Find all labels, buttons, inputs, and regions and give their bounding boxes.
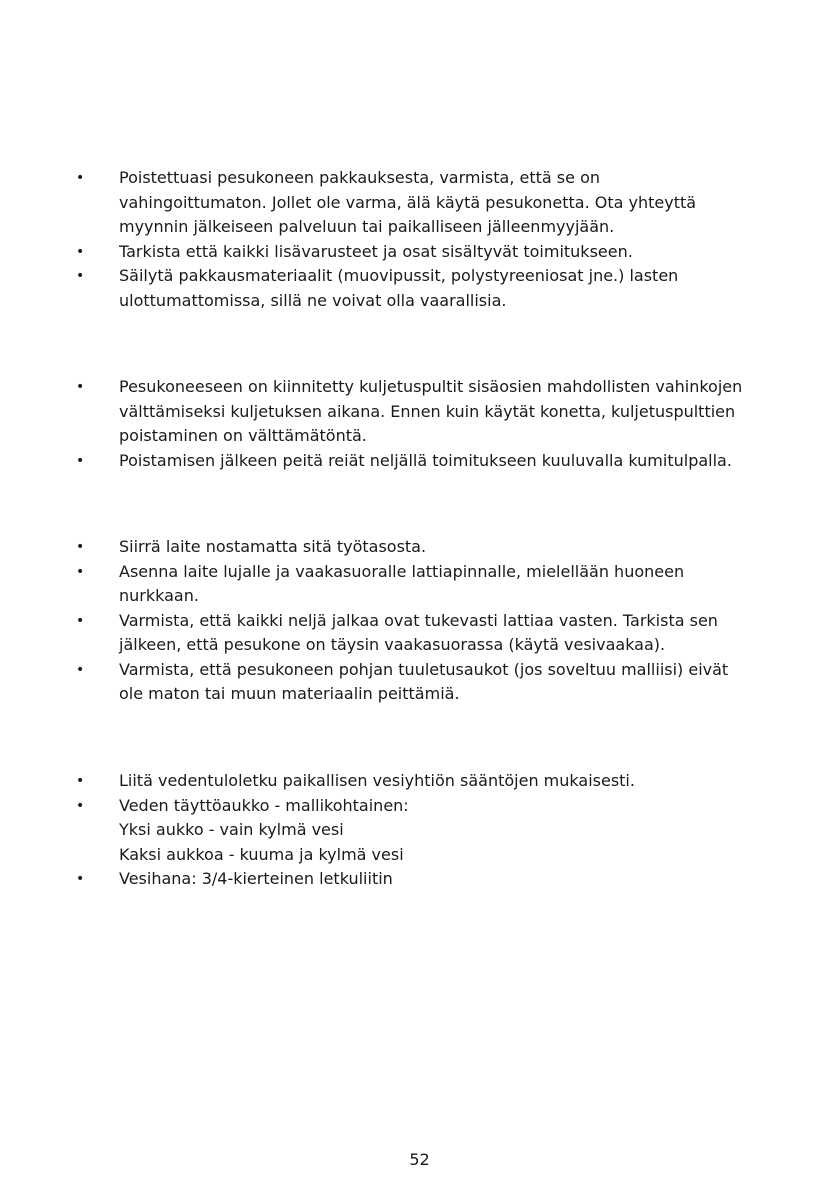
list-item [0, 867, 839, 892]
list-item-line: Vesihana: 3/4-kierteinen letkuliitin [119, 869, 393, 888]
list-item-line: Veden täyttöaukko - mallikohtainen: [119, 795, 409, 815]
list-item-line: vahingoittumaton. Jollet ole varma, älä käytä pesukonetta. Ota yhteyttä [119, 192, 697, 212]
list-item-line: jälkeen, että pesukone on täysin vaakasuorassa (käytä vesivaakaa). [119, 635, 666, 654]
bullet: • [76, 170, 85, 186]
bullet: • [76, 379, 85, 395]
list-item [0, 560, 839, 609]
list-item-line: ole maton tai muun materiaalin peittämiä. [119, 684, 460, 703]
bullet: • [76, 243, 85, 260]
list-item-line: myynnin jälkeiseen palveluun tai paikalliseen jälleenmyyjään. [119, 217, 615, 236]
page-number: 52 [409, 1150, 430, 1169]
bullet: • [76, 612, 85, 629]
list-item [0, 609, 839, 658]
list-item-line: Tarkista että kaikki lisävarusteet ja osat sisältyvät toimitukseen. [119, 241, 633, 261]
list-item [0, 264, 839, 313]
list-item-line: Yksi aukko - vain kylmä vesi [119, 820, 344, 839]
list-item [0, 658, 839, 707]
list-item [0, 240, 839, 265]
bullet: • [76, 268, 85, 284]
bullet: • [76, 773, 85, 789]
list-item [0, 769, 839, 794]
transport-bolts-section [0, 375, 839, 473]
list-item [0, 535, 839, 560]
list-item-line: Säilytä pakkausmateriaalit (muovipussit, polystyreeniosat jne.) lasten [119, 266, 679, 285]
bullet: • [76, 871, 85, 887]
list-item [0, 449, 839, 474]
unpacking-section [0, 166, 839, 313]
bullet: • [76, 661, 85, 678]
bullet: • [76, 452, 85, 469]
list-item-line: Siirrä laite nostamatta sitä työtasosta. [119, 537, 427, 556]
list-item [0, 375, 839, 449]
bullet: • [76, 539, 85, 555]
bullet: • [76, 563, 85, 580]
list-item-line: nurkkaan. [119, 586, 199, 605]
list-item-line: Poistamisen jälkeen peitä reiät neljällä toimitukseen kuuluvalla kumitulpalla. [119, 450, 732, 470]
water-connection-section [0, 769, 839, 892]
list-item-line: Varmista, että pesukoneen pohjan tuuletusaukot (jos soveltuu malliisi) eivät [119, 659, 729, 679]
placement-section [0, 535, 839, 707]
list-item-line: Poistettuasi pesukoneen pakkauksesta, varmista, että se on [119, 168, 600, 187]
list-item-line: Varmista, että kaikki neljä jalkaa ovat tukevasti lattiaa vasten. Tarkista sen [119, 610, 718, 630]
list-item [0, 166, 839, 240]
list-item-line: välttämiseksi kuljetuksen aikana. Ennen kuin käytät konetta, kuljetuspulttien [119, 401, 736, 421]
list-item-line: Kaksi aukkoa - kuuma ja kylmä vesi [119, 844, 404, 864]
list-item-line: poistaminen on välttämätöntä. [119, 426, 367, 445]
bullet: • [76, 797, 85, 814]
list-item-line: ulottumattomissa, sillä ne voivat olla vaarallisia. [119, 290, 507, 310]
list-item [0, 794, 839, 868]
list-item-line: Pesukoneeseen on kiinnitetty kuljetuspultit sisäosien mahdollisten vahinkojen [119, 377, 743, 396]
list-item-line: Liitä vedentuloletku paikallisen vesiyhtiön sääntöjen mukaisesti. [119, 771, 635, 790]
list-item-line: Asenna laite lujalle ja vaakasuoralle lattiapinnalle, mielellään huoneen [119, 561, 685, 581]
